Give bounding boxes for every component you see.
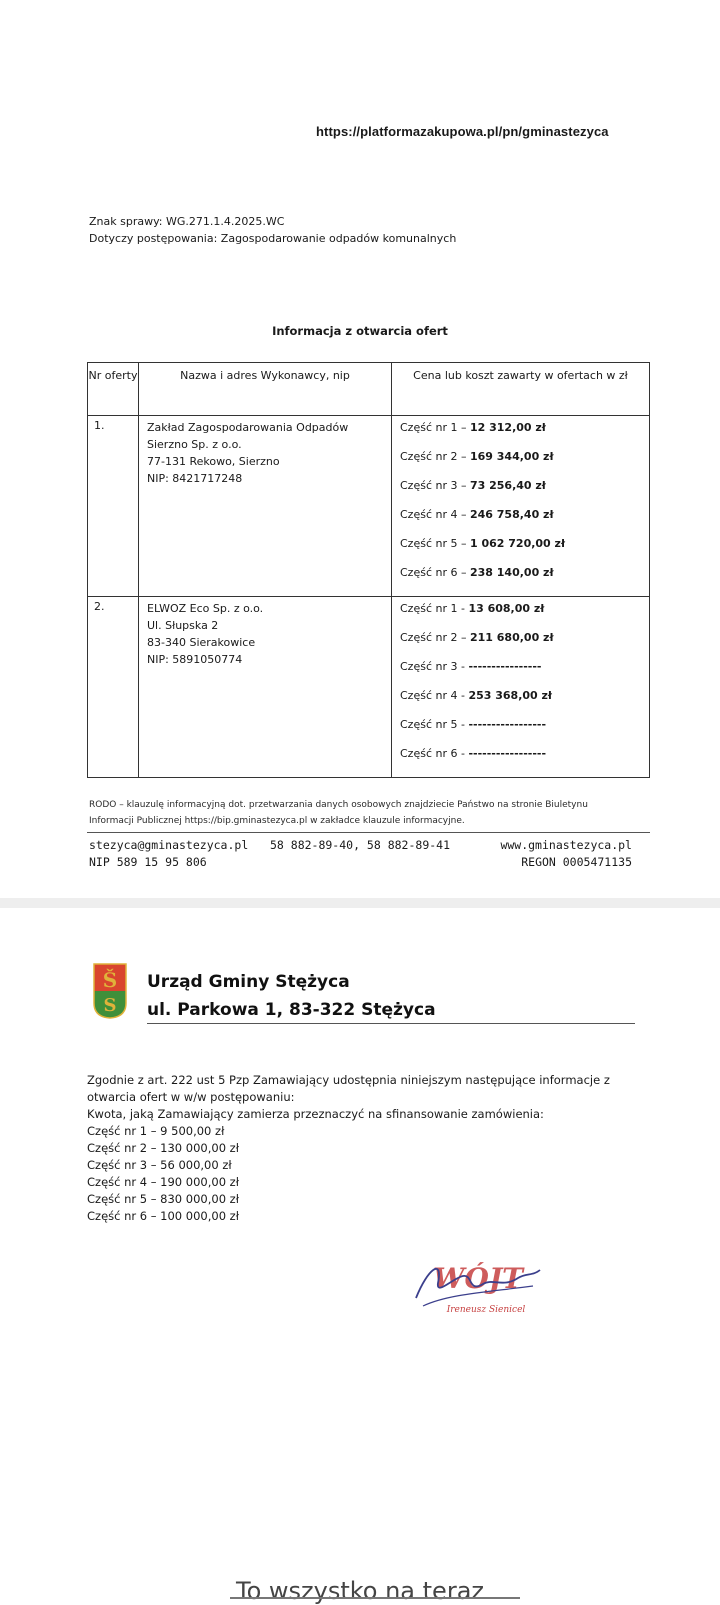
footer-right	[492, 837, 632, 871]
budget-item: Część nr 5 – 830 000,00 zł	[87, 1192, 239, 1206]
price-part: Część nr 6 - -----------------	[400, 747, 547, 760]
price-part: Część nr 2 – 169 344,00 zł	[400, 450, 554, 463]
case-number: Znak sprawy: WG.271.1.4.2025.WC	[89, 215, 285, 228]
budget-item: Część nr 1 – 9 500,00 zł	[87, 1124, 225, 1138]
budget-item: Część nr 6 – 100 000,00 zł	[87, 1209, 239, 1223]
contractor-line: 83-340 Sierakowice	[147, 636, 256, 649]
offer-prices	[392, 416, 650, 597]
mayor-signature-stamp	[408, 1248, 548, 1318]
crest-letter-bottom: S	[103, 995, 117, 1016]
table-header-row	[88, 363, 650, 416]
price-part: Część nr 3 - ----------------	[400, 660, 542, 673]
office-name: Urząd Gminy Stężyca	[147, 972, 350, 992]
offers-table	[87, 362, 650, 778]
opening-info	[87, 1072, 647, 1225]
rodo-notice	[89, 797, 649, 829]
footer-divider	[87, 832, 650, 833]
price-part: Część nr 2 – 211 680,00 zł	[400, 631, 554, 644]
price-part: Część nr 5 – 1 062 720,00 zł	[400, 537, 566, 550]
price-part: Część nr 4 - 253 368,00 zł	[400, 689, 553, 702]
table-title: Informacja z otwarcia ofert	[272, 324, 448, 338]
rodo-line: RODO – klauzulę informacyjną dot. przetwarzania danych osobowych znajdziecie Państwo na stronie Biuletynu	[89, 800, 588, 810]
intro-line: otwarcia ofert w w/w postępowaniu:	[87, 1090, 295, 1104]
contractor-line: Ul. Słupska 2	[147, 619, 219, 632]
footer-regon: REGON 0005471135	[521, 855, 632, 869]
contractor-line: ELWOZ Eco Sp. z o.o.	[147, 602, 264, 615]
office-address: ul. Parkowa 1, 83-322 Stężyca	[147, 1000, 436, 1020]
contractor-line: 77-131 Rekowo, Sierzno	[147, 455, 280, 468]
stamp-title: WÓJT	[433, 1262, 523, 1295]
document-page-2	[0, 908, 720, 1600]
office-header	[147, 968, 436, 1024]
bottom-caption: To wszystko na teraz	[236, 1577, 484, 1605]
rodo-line: Informacji Publicznej https://bip.gminastezyca.pl w zakładce klauzule informacyjne.	[89, 816, 465, 826]
offer-number: 2.	[88, 597, 139, 778]
platform-url: https://platformazakupowa.pl/pn/gminastezyca	[316, 124, 609, 139]
proceeding-subject: Dotyczy postępowania: Zagospodarowanie odpadów komunalnych	[89, 232, 457, 245]
price-part: Część nr 6 – 238 140,00 zł	[400, 566, 554, 579]
price-part: Część nr 3 – 73 256,40 zł	[400, 479, 546, 492]
footer-nip: NIP 589 15 95 806	[89, 855, 207, 869]
budget-item: Część nr 2 – 130 000,00 zł	[87, 1141, 239, 1155]
footer-left	[89, 837, 248, 871]
contractor-line: Sierzno Sp. z o.o.	[147, 438, 242, 451]
strike-line	[230, 1597, 520, 1599]
contractor-line: Zakład Zagospodarowania Odpadów	[147, 421, 349, 434]
budget-item: Część nr 4 – 190 000,00 zł	[87, 1175, 239, 1189]
header-name: Nazwa i adres Wykonawcy, nip	[139, 363, 392, 416]
case-info	[89, 213, 456, 247]
offer-prices	[392, 597, 650, 778]
contractor-line: NIP: 5891050774	[147, 653, 243, 666]
crest-letter-top: Š	[102, 968, 118, 992]
intro-line: Zgodnie z art. 222 ust 5 Pzp Zamawiający udostępnia niniejszym następujące informacje z	[87, 1073, 610, 1087]
contractor-details	[139, 597, 392, 778]
footer-website: www.gminastezyca.pl	[500, 838, 632, 852]
price-part: Część nr 4 – 246 758,40 zł	[400, 508, 554, 521]
table-row	[88, 416, 650, 597]
contractor-line: NIP: 8421717248	[147, 472, 243, 485]
price-part: Część nr 5 - -----------------	[400, 718, 547, 731]
price-part: Część nr 1 – 12 312,00 zł	[400, 421, 546, 434]
municipality-crest-icon	[93, 963, 127, 1019]
budget-item: Część nr 3 – 56 000,00 zł	[87, 1158, 232, 1172]
page-separator	[0, 898, 720, 908]
price-part: Część nr 1 - 13 608,00 zł	[400, 602, 545, 615]
footer-phones: 58 882-89-40, 58 882-89-41	[270, 838, 451, 852]
offer-number: 1.	[88, 416, 139, 597]
footer-email: stezyca@gminastezyca.pl	[89, 838, 249, 852]
header-nr: Nr oferty	[88, 363, 139, 416]
header-divider	[147, 1023, 635, 1024]
contractor-details	[139, 416, 392, 597]
table-row	[88, 597, 650, 778]
budget-heading: Kwota, jaką Zamawiający zamierza przeznaczyć na sfinansowanie zamówienia:	[87, 1107, 544, 1121]
header-price: Cena lub koszt zawarty w ofertach w zł	[392, 363, 650, 416]
signature-name: Ireneusz Sienicel	[446, 1305, 526, 1315]
